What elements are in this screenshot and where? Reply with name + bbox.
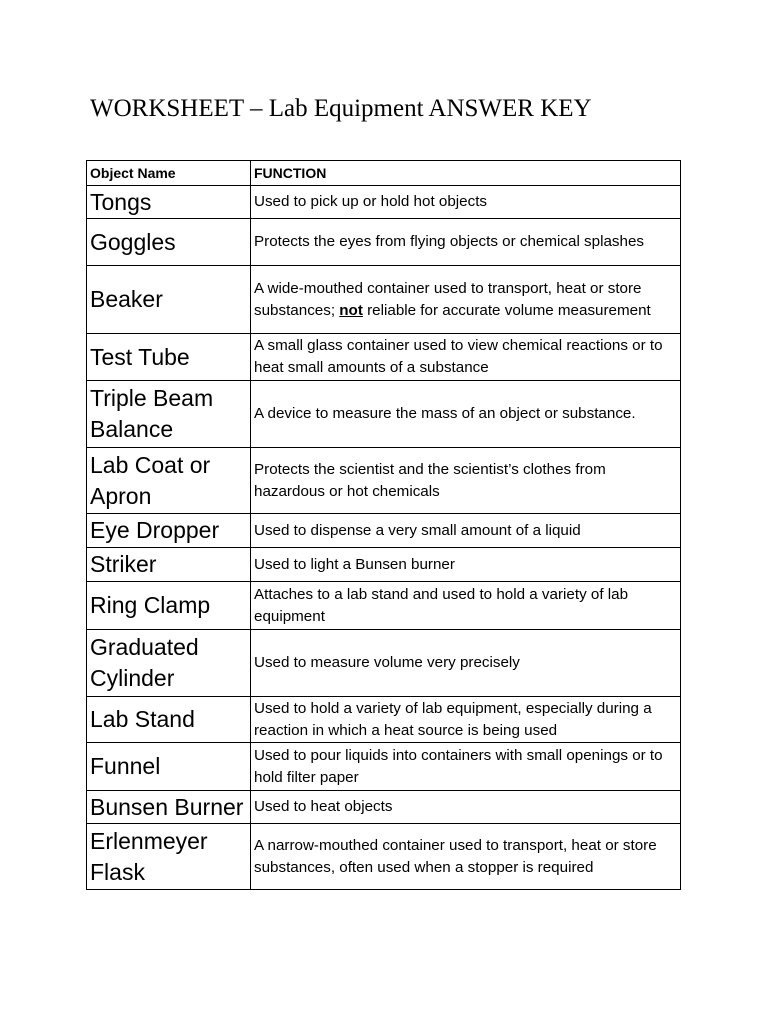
object-name: Eye Dropper — [87, 514, 251, 548]
function-text: A wide-mouthed container used to transport, heat or store substances; — [254, 279, 642, 319]
function-text: reliable for accurate volume measurement — [362, 301, 651, 319]
object-function — [251, 266, 681, 334]
table-row — [87, 548, 681, 582]
object-function: A device to measure the mass of an object or substance. — [251, 381, 681, 448]
table-row — [87, 791, 681, 824]
lab-equipment-table — [86, 160, 681, 890]
object-name: Ring Clamp — [87, 582, 251, 630]
object-function: Protects the eyes from flying objects or chemical splashes — [251, 219, 681, 266]
object-function: Used to hold a variety of lab equipment, especially during a reaction in which a heat source is being used — [251, 697, 681, 743]
object-function: Protects the scientist and the scientist’s clothes from hazardous or hot chemicals — [251, 448, 681, 514]
table-row — [87, 743, 681, 791]
object-function: Used to pour liquids into containers with small openings or to hold filter paper — [251, 743, 681, 791]
table-row — [87, 514, 681, 548]
table-row — [87, 266, 681, 334]
table-row — [87, 448, 681, 514]
object-name: Beaker — [87, 266, 251, 334]
object-name: Graduated Cylinder — [87, 630, 251, 697]
object-name: Erlenmeyer Flask — [87, 824, 251, 890]
object-function: A small glass container used to view chemical reactions or to heat small amounts of a substance — [251, 334, 681, 381]
table-row — [87, 334, 681, 381]
object-name: Lab Coat or Apron — [87, 448, 251, 514]
table-header-row — [87, 161, 681, 186]
table-row — [87, 582, 681, 630]
page-title: WORKSHEET – Lab Equipment ANSWER KEY — [90, 95, 592, 122]
object-name: Tongs — [87, 186, 251, 219]
table-row — [87, 630, 681, 697]
object-function: Used to dispense a very small amount of a liquid — [251, 514, 681, 548]
table-row — [87, 824, 681, 890]
object-function: Used to heat objects — [251, 791, 681, 824]
object-function: Attaches to a lab stand and used to hold a variety of lab equipment — [251, 582, 681, 630]
object-function: A narrow-mouthed container used to transport, heat or store substances, often used when a stopper is required — [251, 824, 681, 890]
function-emphasis: not — [339, 301, 363, 319]
object-name: Triple Beam Balance — [87, 381, 251, 448]
header-function: FUNCTION — [251, 161, 681, 186]
header-object-name: Object Name — [87, 161, 251, 186]
object-function: Used to measure volume very precisely — [251, 630, 681, 697]
object-name: Funnel — [87, 743, 251, 791]
object-function: Used to pick up or hold hot objects — [251, 186, 681, 219]
object-name: Test Tube — [87, 334, 251, 381]
table-row — [87, 219, 681, 266]
table-row — [87, 186, 681, 219]
object-function: Used to light a Bunsen burner — [251, 548, 681, 582]
object-name: Bunsen Burner — [87, 791, 251, 824]
table-row — [87, 381, 681, 448]
object-name: Lab Stand — [87, 697, 251, 743]
object-name: Striker — [87, 548, 251, 582]
object-name: Goggles — [87, 219, 251, 266]
table-row — [87, 697, 681, 743]
